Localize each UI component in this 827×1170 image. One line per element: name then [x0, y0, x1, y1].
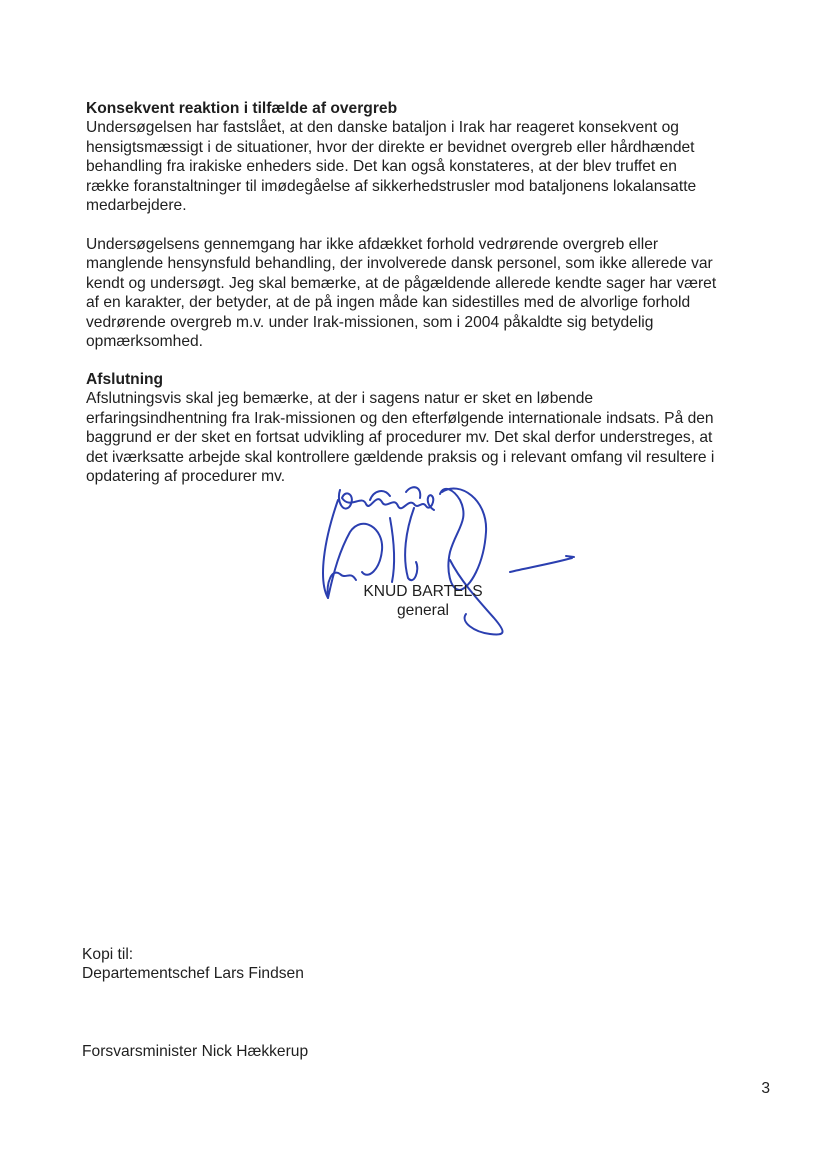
body-line: vedrørende overgreb m.v. under Irak-missionen, som i 2004 påkaldte sig betydelig	[86, 313, 654, 331]
body-line: det iværksatte arbejde skal kontrollere gældende praksis og i relevant omfang vil resultere i	[86, 448, 715, 466]
signer-title: general	[396, 602, 450, 619]
section-consistent-reaction	[86, 99, 776, 215]
body-line: række foranstaltninger til imødegåelse af sikkerhedstrusler mod bataljonens lokalansatte	[86, 177, 697, 195]
body-line: medarbejdere.	[86, 197, 187, 215]
body-line: erfaringsindhentning fra Irak-missionen og den efterfølgende internationale indsats. På den	[86, 409, 714, 427]
body-line: opdatering af procedurer mv.	[86, 468, 286, 486]
body-line: Undersøgelsen har fastslået, at den danske bataljon i Irak har reageret konsekvent og	[86, 119, 679, 137]
copy-recipient: Departementschef Lars Findsen	[82, 965, 304, 982]
body-line: kendt og undersøgt. Jeg skal bemærke, at de pågældende allerede kendte sager har været	[86, 274, 717, 292]
paragraph-investigation-review	[86, 235, 776, 351]
body-line: manglende hensynsfuld behandling, der involverede dansk personel, som ikke allerede var	[86, 255, 713, 273]
addressee-minister: Forsvarsminister Nick Hækkerup	[82, 1043, 309, 1060]
body-line: opmærksomhed.	[86, 333, 203, 351]
body-line: Undersøgelsens gennemgang har ikke afdækket forhold vedrørende overgreb eller	[86, 236, 659, 253]
section-heading: Afslutning	[86, 371, 164, 388]
body-line: hensigtsmæssigt i de situationer, hvor der direkte er bevidnet overgreb eller hårdhændet	[86, 138, 695, 156]
body-line: behandling fra irakiske enheders side. Det kan også konstateres, at der blev truffet en	[86, 158, 677, 176]
signer-name: KNUD BARTELS	[363, 583, 483, 600]
copy-to-label: Kopi til:	[82, 946, 134, 963]
body-line: baggrund er der sket en fortsat udvikling af procedurer mv. Det skal derfor understreges, at	[86, 429, 713, 447]
section-conclusion	[86, 370, 776, 486]
body-line: af en karakter, der betyder, at de på ingen måde kan sidestilles med de alvorlige forhold	[86, 294, 691, 312]
page-number: 3	[761, 1080, 770, 1097]
body-line: Afslutningsvis skal jeg bemærke, at der i sagens natur er sket en løbende	[86, 390, 594, 408]
section-heading: Konsekvent reaktion i tilfælde af overgreb	[86, 100, 398, 117]
